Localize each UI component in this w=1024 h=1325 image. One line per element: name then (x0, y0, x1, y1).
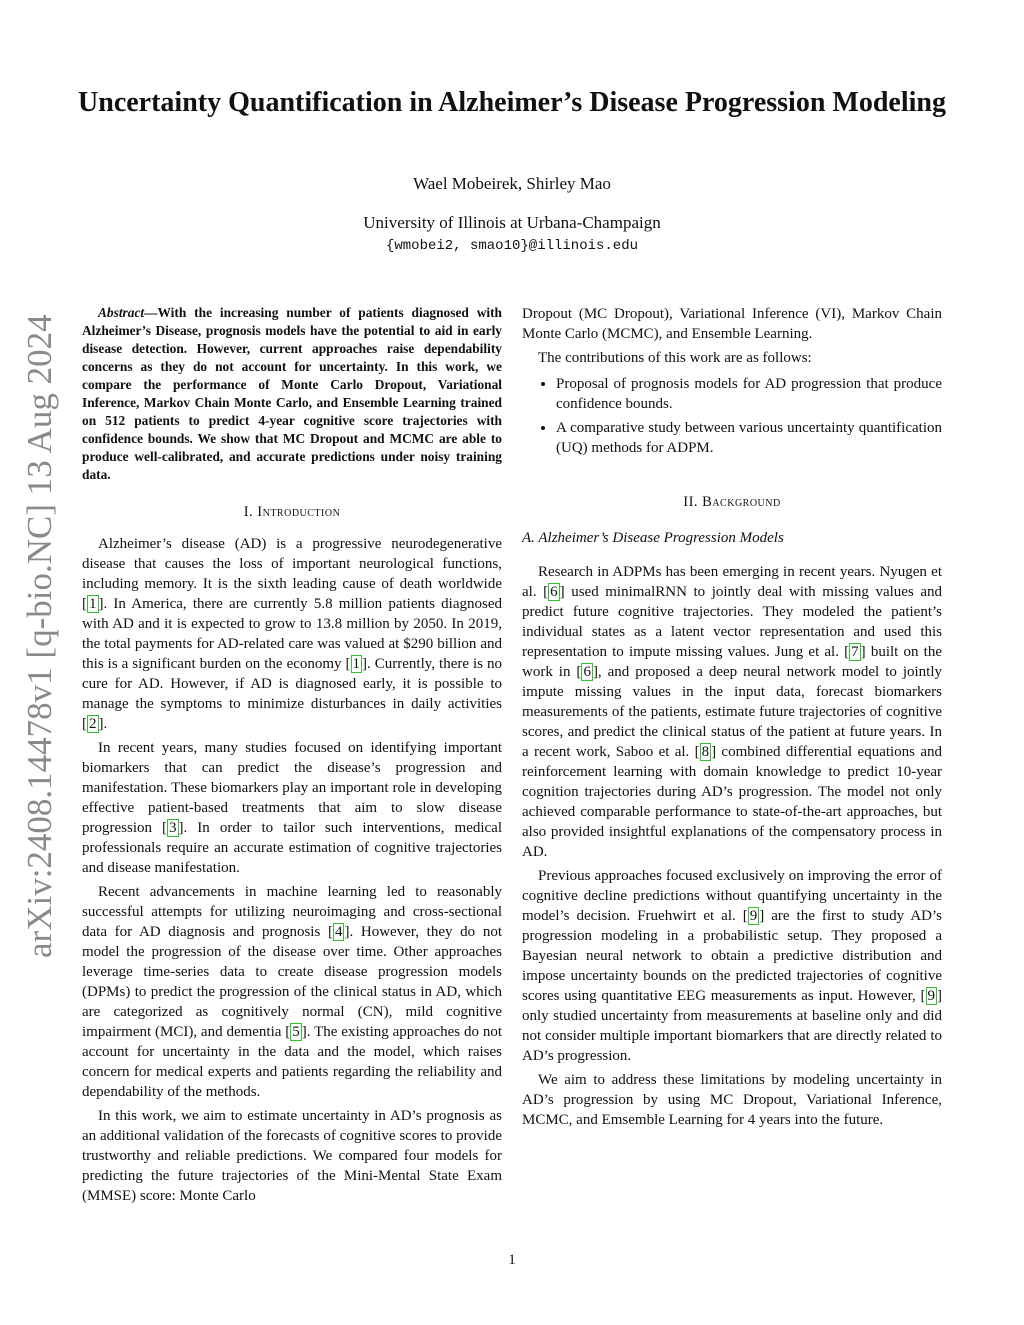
intro-paragraph-4: In this work, we aim to estimate uncertainty in AD’s prognosis as an additional validation of the forecasts of cognitive scores to provide trustworthy and reliable predictions. We compared four models for predicting the future trajectories of the Mini-Mental State Exam (MMSE) score: Monte Carlo (82, 1108, 502, 1204)
citation-link[interactable]: 6 (583, 664, 591, 680)
section-heading-introduction: I. Introduction (243, 504, 341, 520)
affiliation: University of Illinois at Urbana-Champaign (363, 213, 661, 232)
text: Previous approaches focused exclusively on improving the error of cognitive decline predictions without quantifying uncertainty in the model’s decision. Fruehwirt et al. [ (522, 868, 942, 924)
text: ] built on the work in [ (522, 644, 942, 680)
text: Recent advancements in machine learning led to reasonably successful attempts for utilizing neuroimaging and cross-sectional data for AD diagnosis and prognosis [ (82, 884, 502, 940)
section-heading-background: II. Background (683, 494, 781, 510)
abstract-text: —With the increasing number of patients diagnosed with Alzheimer’s Disease, prognosis models have the potential to aid in early disease detection. However, current approaches raise dependability concerns as they do not account for uncertainty. In this work, we compare the performance of Monte Carlo Dropout, Variational Inference, Markov Chain Monte Carlo, and Ensemble Learning trained on 512 patients to predict 4-year cognitive score trajectories with confidence bounds. We show that MC Dropout and MCMC are able to produce well-calibrated, and accurate predictions under noisy training data. (82, 305, 502, 482)
paper-title: Uncertainty Quantification in Alzheimer’s Disease Progression Modeling (78, 87, 946, 118)
contributions-intro: The contributions of this work are as follows: (538, 350, 812, 366)
page-number: 1 (508, 1252, 516, 1268)
intro-paragraph-1 (82, 534, 502, 734)
text: ]. In America, there are currently 5.8 million patients diagnosed with AD and it is expected to grow to 13.8 million by 2050. In 2019, the total payments for AD-related care was valued at $290 billion and this is a significant burden on the economy [ (82, 596, 502, 672)
intro-paragraph-2 (82, 738, 502, 878)
arxiv-side-label: arXiv:2408.14478v1 [q-bio.NC] 13 Aug 2024 (20, 314, 59, 958)
background-paragraph-1 (522, 562, 942, 862)
citation-link[interactable]: 7 (851, 644, 859, 660)
citation-link[interactable]: 8 (701, 744, 710, 760)
list-item: • A comparative study between various uncertainty quantification (UQ) methods for ADPM. (556, 418, 942, 458)
citation-link[interactable]: 6 (550, 584, 558, 600)
authors: Wael Mobeirek, Shirley Mao (413, 174, 611, 193)
contributions-list (522, 374, 942, 458)
abstract (82, 304, 502, 484)
text: ]. In order to tailor such interventions, medical professionals require an accurate estimation of cognitive trajectories and disease manifestation. (82, 820, 502, 876)
text: In recent years, many studies focused on identifying important biomarkers that can predict the disease’s progression and manifestation. These biomarkers play an important role in developing effective patient-based treatments that aim to slow disease progression [ (82, 740, 502, 836)
text: ] are the first to study AD’s progression modeling in a probabilistic setup. They proposed a Bayesian neural network to obtain a predictive distribution and impose uncertainty bounds on the predicted trajectories of cognitive scores using quantitative EEG measurements as input. However, [ (522, 908, 942, 1004)
intro-paragraph-4-continued: Dropout (MC Dropout), Variational Inference (VI), Markov Chain Monte Carlo (MCMC), and Ensemble Learning. (522, 306, 942, 342)
text: ]. The existing approaches do not account for uncertainty in the data and the model, which raises concern for medical experts and patients regarding the reliability and dependability of the methods. (82, 1024, 502, 1100)
background-paragraph-3: We aim to address these limitations by modeling uncertainty in AD’s progression by using MC Dropout, Variational Inference, MCMC, and Emsemble Learning for 4 years into the future. (522, 1072, 942, 1128)
citation-link[interactable]: 1 (89, 596, 97, 612)
abstract-lead: Abstract (98, 305, 145, 320)
citation-link[interactable]: 4 (334, 924, 343, 940)
intro-paragraph-3 (82, 882, 502, 1102)
text: ]. (98, 716, 108, 732)
left-column (82, 304, 502, 1210)
citation-link[interactable]: 1 (352, 656, 361, 672)
list-item: • Proposal of prognosis models for AD progression that produce confidence bounds. (556, 374, 942, 414)
text: Research in ADPMs has been emerging in recent years. Nyugen et al. [ (522, 564, 942, 600)
right-column (522, 304, 942, 1134)
citation-link[interactable]: 3 (169, 820, 177, 836)
text: Alzheimer’s disease (AD) is a progressive neurodegenerative disease that causes the loss of important neurological functions, including memory. It is the sixth leading cause of death worldwide [ (82, 536, 502, 612)
subsection-heading: A. Alzheimer’s Disease Progression Models (522, 530, 784, 546)
text: ], and proposed a deep neural network model to jointly impute missing values in the input data, forecast biomarkers measurements of the patients, estimate future trajectories of cognitive scores, and predict the clinical status of the patient at future years. In a recent work, Saboo et al. [ (522, 664, 942, 760)
citation-link[interactable]: 9 (927, 988, 935, 1004)
citation-link[interactable]: 2 (89, 716, 97, 732)
text: ] used minimalRNN to jointly deal with missing values and predict future cognitive trajectories. They modeled the patient’s individual states as a latent vector representation and used this representation to impute missing values. Jung et al. [ (522, 584, 942, 660)
text: ] combined differential equations and reinforcement learning with domain knowledge to predict 10-year cognition trajectories during AD’s progression. The model not only achieved comparable performance to state-of-the-art approaches, but also provided insightful explanations of the compensatory process in AD. (522, 744, 942, 860)
email[interactable]: {wmobei2, smao10}@illinois.edu (385, 238, 639, 254)
text: ] only studied uncertainty from measurements at baseline only and did not consider multiple important biomarkers that are directly related to AD’s progression. (522, 988, 942, 1064)
text: ]. Currently, there is no cure for AD. However, if AD is diagnosed early, it is possible to manage the symptoms to minimize disturbances in daily activities [ (82, 656, 503, 732)
citation-link[interactable]: 5 (292, 1024, 300, 1040)
background-paragraph-2 (522, 866, 942, 1066)
citation-link[interactable]: 9 (749, 908, 758, 924)
text: ]. However, they do not model the progression of the disease over time. Other approaches leverage time-series data to create disease progression models (DPMs) to predict the progression of the clinical status in AD, which are categorized as cognitively normal (CN), mild cognitive impairment (MCI), and dementia [ (82, 924, 502, 1040)
